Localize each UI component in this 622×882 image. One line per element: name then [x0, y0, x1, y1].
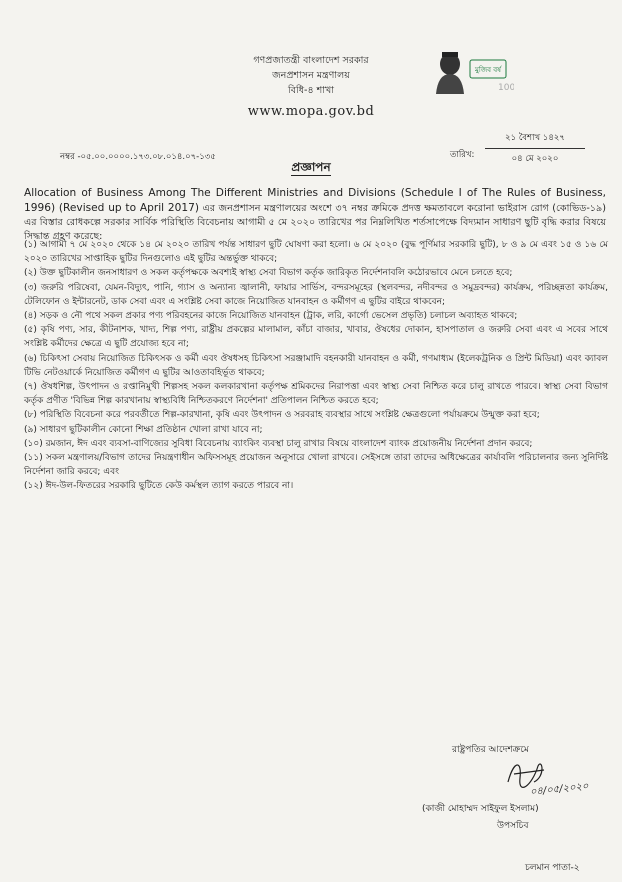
website-link[interactable]: www.mopa.gov.bd — [247, 104, 375, 119]
date-bangla: ২১ বৈশাখ ১৪২৭ — [485, 128, 585, 149]
signer-name: (কাজী মোহাম্মদ সাইফুল ইসলাম) — [422, 804, 539, 814]
list-item: (১১) সকল মন্ত্রণালয়/বিভাগ তাদের নিয়ন্ত্রণাধীন অফিসসমূহ প্রয়োজন অনুসারে খোলা রাখবে। সেইসঙ্গে তারা তাদের অধিক্ষেত্রের কার্যাবলি পরিচালনার জন্য সুনির্দিষ্ট নির্দেশনা জারি করবে; এবং — [24, 453, 608, 478]
intro-english: Allocation of Business Among The Different Ministries and Divisions (Schedule I of The Rules of Business, 1996) (Revised up to April 2017) — [24, 187, 606, 214]
govt-name: গণপ্রজাতন্ত্রী বাংলাদেশ সরকার — [253, 55, 369, 66]
intro-bangla: এর জনপ্রশাসন মন্ত্রণালয়ের অংশে ৩৭ নম্বর ক্রমিকে প্রদত্ত ক্ষমতাবলে করোনা ভাইরাস রোগ (কোভিড-১৯) এর বিস্তার রোধকল্পে সরকার সার্বিক পরিস্থিতি বিবেচনায় আগামী ৫ মে ২০২০ তারিখের পর নিম্নলিখিত শর্তসাপেক্ষে বিদ্যমান সাধারণ ছুটি বৃদ্ধি করার বিষয়ে সিদ্ধান্ত গ্রহণ করেছে: — [24, 203, 606, 242]
section-name: বিধি-৪ শাখা — [287, 85, 335, 96]
intro-paragraph — [24, 186, 606, 244]
order-items — [24, 238, 608, 494]
continued-page-note: চলমান পাতা-২ — [525, 863, 580, 873]
list-item: (৫) কৃষি পণ্য, সার, কীটনাশক, খাদ্য, শিল্প পণ্য, রাষ্ট্রীয় প্রকল্পের মালামাল, কাঁচা বাজার, খাবার, ঔষধের দোকান, হাসপাতাল ও জরুরি সেবা এবং এ সবের সাথে সংশ্লিষ্ট কর্মীদের ক্ষেত্রে এ ছুটি প্রযোজ্য হবে না; — [24, 325, 608, 350]
handwritten-date: ০৪/০৫/২০২০ — [529, 780, 590, 799]
title-text: প্রজ্ঞাপন — [291, 160, 331, 174]
list-item: (২) উক্ত ছুটিকালীন জনসাধারণ ও সকল কর্তৃপক্ষকে অবশ্যই স্বাস্থ্য সেবা বিভাগ কর্তৃক জারিকৃত নির্দেশনাবলি কঠোরভাবে মেনে চলতে হবে; — [24, 268, 513, 279]
date-label: তারিখ: — [450, 150, 475, 160]
memo-number: নম্বর -০৫.০০.০০০০.১৭৩.০৮.০১৪.০৭-১৩৫ — [60, 152, 216, 162]
list-item: (১০) রমজান, ঈদ এবং ব্যবসা-বাণিজ্যের সুবিধা বিবেচনায় ব্যাংকিং ব্যবস্থা চালু রাখার বিষয়ে বাংলাদেশ ব্যাংক প্রয়োজনীয় নির্দেশনা প্রদান করবে; — [24, 438, 533, 449]
list-item: (১) আগামী ৭ মে ২০২০ থেকে ১৪ মে ২০২০ তারিখ পর্যন্ত সাধারণ ছুটি ঘোষণা করা হলো। ৬ মে ২০২০ (বুদ্ধ পূর্ণিমার সরকারি ছুটি), ৮ ও ৯ মে এবং ১৫ ও ১৬ মে ২০২০ তারিখের সাপ্তাহিক ছুটির দিনগুলোও এই ছুটির অন্তর্ভুক্ত থাকবে; — [24, 240, 608, 265]
svg-text:100: 100 — [498, 83, 514, 93]
by-order-label: রাষ্ট্রপতির আদেশক্রমে — [452, 745, 529, 755]
logo-text: মুজিব বর্ষ — [474, 66, 502, 74]
ministry-name: জনপ্রশাসন মন্ত্রণালয় — [272, 70, 350, 81]
list-item: (৭) ঔষধশিল্প, উৎপাদন ও রপ্তানিমুখী শিল্পসহ সকল কলকারখানা কর্তৃপক্ষ শ্রমিকদের নিরাপত্তা এবং স্বাস্থ্য সেবা নিশ্চিত করে চালু রাখতে পারবে। স্বাস্থ্য সেবা বিভাগ কর্তৃক প্রণীত 'বিভিন্ন শিল্প কারখানায় স্বাস্থ্যবিধি নিশ্চিতকরণে নির্দেশনা' প্রতিপালন নিশ্চিত করতে হবে; — [24, 382, 608, 407]
list-item: (৩) জরুরি পরিষেবা, যেমন-বিদ্যুৎ, পানি, গ্যাস ও অন্যান্য জ্বালানী, ফায়ার সার্ভিস, বন্দরসমূহের (স্থলবন্দর, নদীবন্দর ও সমুদ্রবন্দর) কার্যক্রম, পরিচ্ছন্নতা কার্যক্রম, টেলিফোন ও ইন্টারনেট, ডাক সেবা এবং এ সংশ্লিষ্ট সেবা কাজে নিয়োজিত যানবাহন ও কর্মীগণ এ ছুটির বাইরে থাকবেন; — [24, 282, 608, 307]
list-item: (১২) ঈদ-উল-ফিতরের সরকারি ছুটিতে কেউ কর্মস্থল ত্যাগ করতে পারবে না। — [24, 481, 294, 492]
signer-designation: উপসচিব — [497, 821, 529, 831]
list-item: (৮) পরিস্থিতি বিবেচনা করে পরবর্তীতে শিল্প-কারখানা, কৃষি এবং উৎপাদন ও সরবরাহ ব্যবস্থার সাথে সংশ্লিষ্ট ক্ষেত্রগুলো পর্যায়ক্রমে উন্মুক্ত করা হবে; — [24, 410, 540, 421]
date-english: ০৪ মে ২০২০ — [511, 154, 559, 164]
page-title — [0, 159, 622, 179]
list-item: (৬) চিকিৎসা সেবায় নিয়োজিত চিকিৎসক ও কর্মী এবং ঔষধসহ চিকিৎসা সরঞ্জামাদি বহনকারী যানবাহন ও কর্মী, গণমাধ্যম (ইলেকট্রনিক ও প্রিন্ট মিডিয়া) এবং ক্যাবল টিভি নেটওয়ার্কে নিয়োজিত কর্মীগণ এ ছুটির আওতাবহির্ভূত থাকবে; — [24, 353, 608, 378]
list-item: (৪) সড়ক ও নৌ পথে সকল প্রকার পণ্য পরিবহনের কাজে নিয়োজিত যানবাহন (ট্রাক, লরি, কার্গো ভেসেল প্রভৃতি) চলাচল অব্যাহত থাকবে; — [24, 311, 518, 322]
list-item: (৯) সাধারণ ছুটিকালীন কোনো শিক্ষা প্রতিষ্ঠান খোলা রাখা যাবে না; — [24, 424, 263, 435]
mujib-borsho-logo-icon — [430, 44, 514, 96]
